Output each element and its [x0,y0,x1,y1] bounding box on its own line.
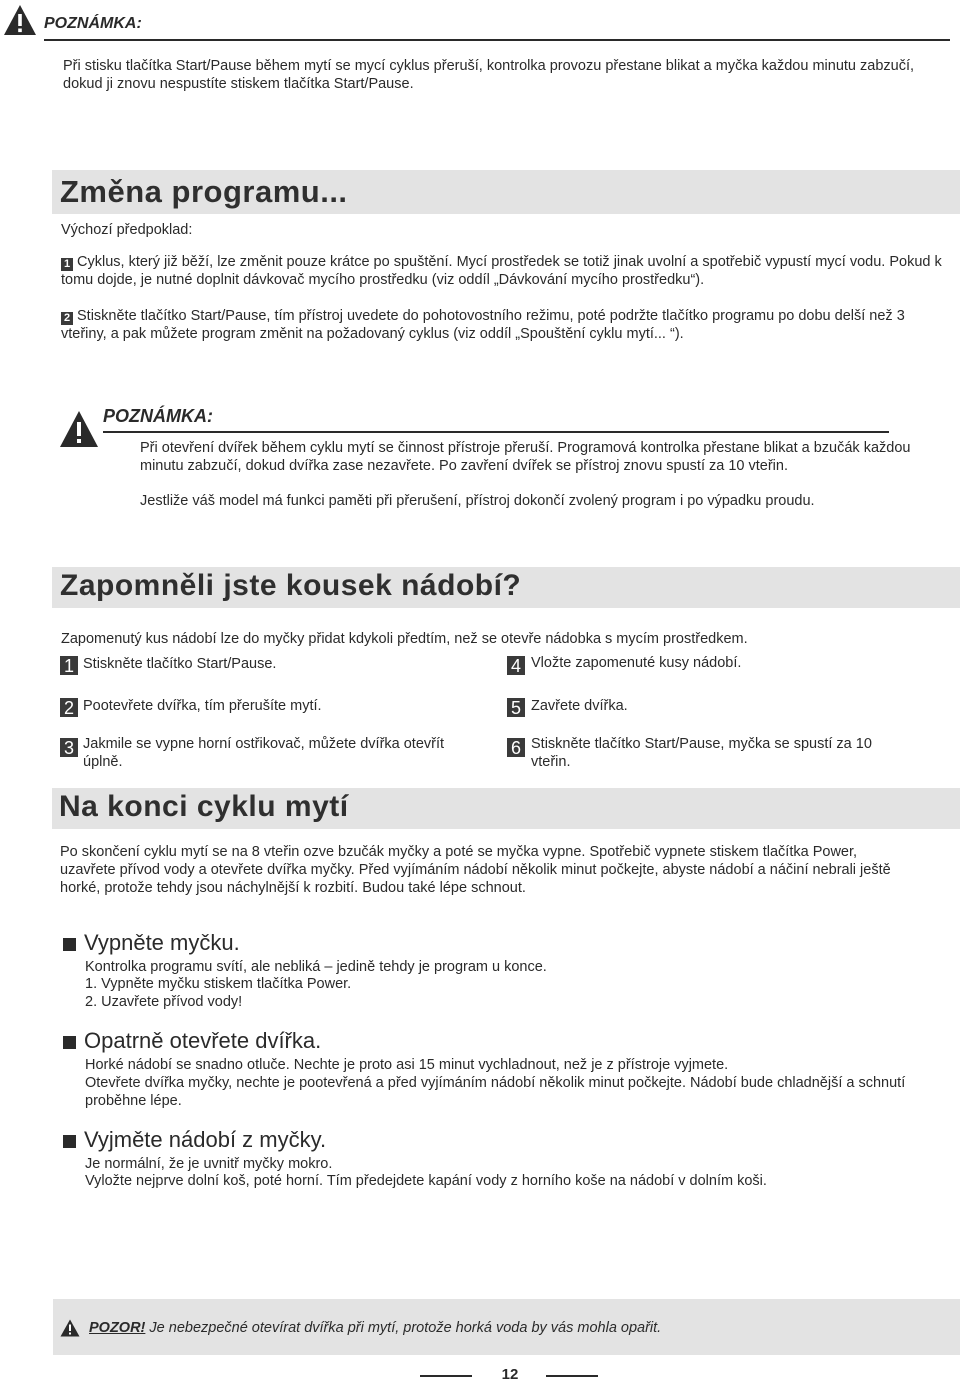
step-number: 5 [507,698,525,717]
step-text: Stiskněte tlačítko Start/Pause, myčka se spustí za 10 vteřin. [531,736,872,770]
warning-icon [59,410,99,448]
subsection-line: 2. Uzavřete přívod vody! [85,994,243,1010]
step-text: Zavřete dvířka. [531,698,628,714]
caution-text [89,1320,661,1336]
note-text: Jestliže váš model má funkci paměti při přerušení, přístroj dokončí zvolený program i po výpadku proudu. [140,493,815,509]
subsection-heading: Vyjměte nádobí z myčky. [84,1127,327,1152]
note-rule [103,431,889,433]
subsection-line: Vyložte nejprve dolní koš, poté horní. Tím předejdete kapání vody z horního koše na nádobí v dolním koši. [85,1173,767,1189]
caution-label: POZOR! [89,1320,146,1336]
note-label: POZNÁMKA: [44,15,142,32]
list-item [61,307,923,343]
section-title: Na konci cyklu mytí [59,790,349,823]
footer-rule-right [546,1375,598,1377]
subsection-line: Horké nádobí se snadno otluče. Nechte je proto asi 15 minut vychladnout, než je z přístroje vyjmete. [85,1057,729,1073]
subsection-line: Otevřete dvířka myčky, nechte je pootevřená a před vyjímáním nádobí několik minut počkejte. Nádobí bude chladnější a schnutí proběhne lépe. [85,1075,906,1109]
footer-rule-left [420,1375,472,1377]
bullet-square [63,1135,76,1148]
subsection-heading: Opatrně otevřete dvířka. [84,1028,322,1053]
step-number: 2 [60,698,78,717]
step-number: 1 [61,258,73,271]
section-title: Změna programu... [60,174,348,209]
section-title: Zapomněli jste kousek nádobí? [60,569,522,602]
bullet-square [63,1036,76,1049]
list-item [61,253,945,289]
step-text: Jakmile se vypne horní ostřikovač, můžete dvířka otevřít úplně. [83,736,445,770]
step-text: Stiskněte tlačítko Start/Pause. [83,656,277,672]
note-rule [44,39,950,41]
subsection-line: 1. Vypněte myčku stiskem tlačítka Power. [85,976,352,992]
step-number: 3 [60,738,78,757]
step-number: 1 [60,656,78,675]
caution-message: Je nebezpečné otevírat dvířka při mytí, protože horká voda by vás mohla opařit. [145,1320,662,1336]
subsection-heading: Vypněte myčku. [84,930,240,955]
step-number: 2 [61,312,73,325]
section-intro: Zapomenutý kus nádobí lze do myčky přidat kdykoli předtím, než se otevře nádobka s mycím prostředkem. [61,631,748,647]
note-text: Při otevření dvířek během cyklu mytí se činnost přístroje přeruší. Programová kontrolka přestane blikat a bzučák každou minutu zabzučí, dokud dvířka zase nezavřete. Po zavření dvířek se přístroj znovu spustí za 10 vteřin. [140,440,911,474]
step-number: 4 [507,656,525,675]
section-intro: Po skončení cyklu mytí se na 8 vteřin ozve bzučák myčky a poté se myčka vypne. Spotřebič vypnete stiskem tlačítka Power, uzavřete přívod vody a otevřete dvířka myčky. Před vyjímáním nádobí několik minut počkejte, abyste nádobí a náčiní nebrali ještě horké, protože tehdy jsou náchylnější k rozbití. Budou také lépe schnout. [60,844,891,896]
warning-icon [60,1319,80,1337]
list-item-text: Cyklus, který již běží, lze změnit pouze krátce po spuštění. Mycí prostředek se totiž jinak uvolní a spotřebič vypustí mycí vodu. Pokud k tomu dojde, je nutné doplnit dávkovač mycího prostředku (viz oddíl „Dávkování mycího prostředku“). [61,254,942,288]
bullet-square [63,938,76,951]
section-subtitle: Výchozí předpoklad: [61,222,193,238]
note-text: Při stisku tlačítka Start/Pause během mytí se mycí cyklus přeruší, kontrolka provozu přestane blikat a myčka každou minutu zabzučí, dokud ji znovu nespustíte stiskem tlačítka Start/Pause. [63,58,915,92]
step-text: Vložte zapomenuté kusy nádobí. [531,655,742,671]
note-label: POZNÁMKA: [103,406,213,426]
subsection-line: Je normální, že je uvnitř myčky mokro. [85,1156,333,1172]
subsection-line: Kontrolka programu svítí, ale nebliká – jedině tehdy je program u konce. [85,959,547,975]
step-number: 6 [507,738,525,757]
step-text: Pootevřete dvířka, tím přerušíte mytí. [83,698,322,714]
list-item-text: Stiskněte tlačítko Start/Pause, tím přístroj uvedete do pohotovostního režimu, poté podržte tlačítko programu po dobu delší než 3 vteřiny, a pak můžete program změnit na požadovaný cyklus (viz oddíl „Spouštění cyklu mytí... “). [61,308,905,342]
page-number: 12 [501,1366,519,1383]
warning-icon [3,4,37,36]
